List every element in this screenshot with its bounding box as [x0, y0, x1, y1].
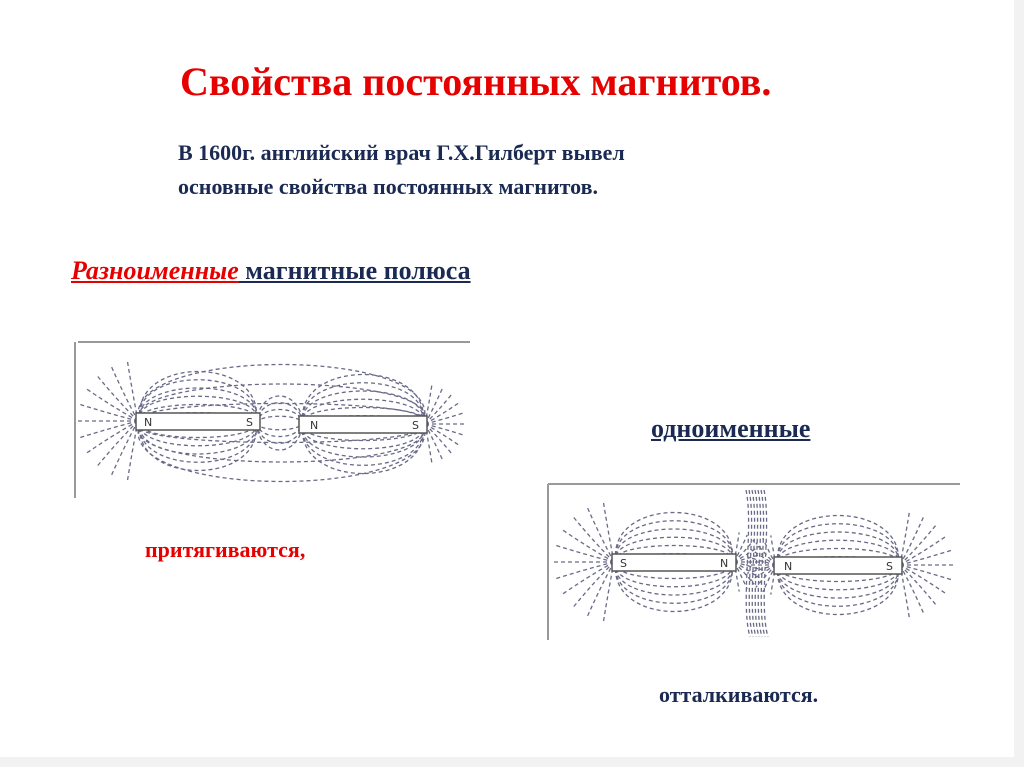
repel-caption: отталкиваются.: [659, 682, 819, 707]
field-line: [97, 421, 138, 467]
field-line: [900, 565, 953, 580]
opposite-poles-rest: магнитные полюса: [238, 256, 471, 285]
field-line: [256, 423, 303, 430]
pole-label: N: [310, 419, 319, 432]
intro-line-2: основные свойства постоянных магнитов.: [178, 174, 599, 199]
slide-title: Свойства постоянных магнитов.: [180, 59, 772, 104]
pole-label: S: [246, 416, 253, 429]
field-line: [78, 421, 138, 438]
magnet-bar-left: [136, 413, 260, 430]
field-line: [761, 490, 765, 637]
field-line: [752, 490, 756, 637]
field-line: [573, 562, 614, 608]
field-line: [256, 423, 303, 437]
field-line: [554, 562, 614, 579]
field-line: [758, 490, 762, 637]
field-line: [746, 490, 750, 637]
attract-caption: притягиваются,: [145, 537, 306, 562]
repelling-field-lines-image: [546, 482, 960, 640]
pole-label: S: [886, 560, 893, 573]
opposite-poles-heading: [71, 256, 471, 286]
pole-label: S: [620, 557, 627, 570]
pole-label: N: [784, 560, 793, 573]
pole-label: N: [144, 416, 153, 429]
field-line: [900, 524, 937, 565]
attracting-field-lines-image: [70, 340, 470, 500]
magnet-bar-right: [774, 557, 902, 574]
intro-text: [178, 136, 798, 204]
field-line: [97, 375, 138, 421]
pole-label: N: [720, 557, 729, 570]
field-line: [749, 490, 753, 637]
opposite-poles-accent: Разноименные: [71, 256, 239, 285]
like-poles-heading: одноименные: [651, 414, 811, 443]
field-line: [755, 490, 759, 637]
intro-line-1: В 1600г. английский врач Г.Х.Гилберт вывел: [178, 140, 625, 165]
field-line: [256, 423, 303, 443]
field-line: [764, 490, 768, 637]
field-line: [256, 403, 303, 423]
field-line: [900, 565, 937, 606]
field-line: [554, 545, 614, 562]
repelling-magnets-figure: [546, 482, 960, 640]
magnet-bar-left: [612, 554, 736, 571]
field-line: [256, 410, 303, 424]
field-line: [256, 416, 303, 423]
pole-label: S: [412, 419, 419, 432]
attracting-magnets-figure: [70, 340, 470, 500]
field-line: [900, 550, 953, 565]
field-line: [78, 404, 138, 421]
field-line: [573, 516, 614, 562]
